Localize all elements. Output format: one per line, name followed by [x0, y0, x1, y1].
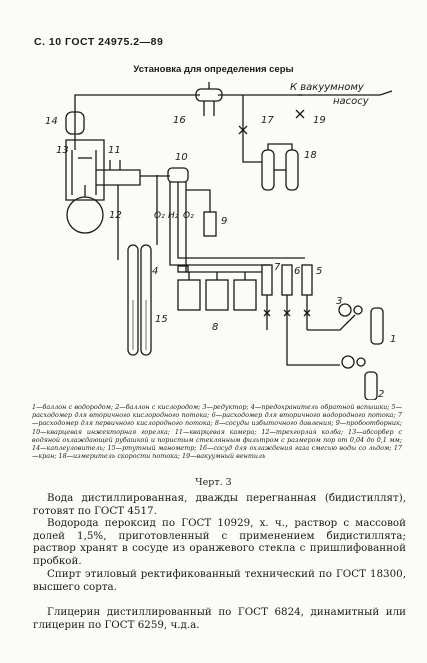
paragraph-glycerin: Глицерин дистиллированный по ГОСТ 6824, динамитный или глицерин по ГОСТ 6259, ч.д.а.: [33, 606, 406, 631]
absorber: [72, 150, 96, 195]
figure-label: Черт. 3: [195, 477, 232, 488]
pressure-vessel-b: [206, 280, 228, 310]
part-number-18: 18: [304, 150, 317, 161]
flowmeter-right: [286, 150, 298, 190]
hydrogen-cylinder: [371, 308, 383, 344]
part-number-4: 4: [152, 266, 159, 277]
figure-title: Установка для определения серы: [133, 64, 294, 75]
part-number-8: 8: [212, 322, 219, 333]
part-number-13: 13: [56, 145, 69, 156]
paragraph-peroxide: Водорода пероксид по ГОСТ 10929, х. ч., раствор с массовой долей 1,5%, приготовленный с применением бидистиллята; раствор хранят в сосуде из оранжевого стекла с пришлифованной пробкой.: [33, 517, 406, 567]
gas-label-o2-a: O₂: [154, 211, 165, 221]
flowmeter-5: [302, 265, 312, 295]
page-header: С. 10 ГОСТ 24975.2—89: [34, 36, 164, 48]
part-number-16: 16: [173, 115, 186, 126]
vacuum-label-2: насосу: [333, 96, 369, 107]
part-number-19: 19: [313, 115, 326, 126]
part-number-1: 1: [390, 334, 397, 345]
part-number-15: 15: [155, 314, 168, 325]
line-o2-b: [186, 250, 262, 272]
part-number-6: 6: [294, 266, 301, 277]
part-number-17: 17: [261, 115, 274, 126]
part-number-11: 11: [108, 145, 121, 156]
part-number-10: 10: [175, 152, 188, 163]
quartz-chamber: [96, 170, 140, 185]
flowmeter-left: [262, 150, 274, 190]
vacuum-valve-19: [296, 110, 304, 118]
part-number-2: 2: [378, 389, 385, 400]
flowmeter-7: [262, 265, 272, 295]
flowmeter-6: [282, 265, 292, 295]
reducer-2: [342, 356, 354, 368]
vacuum-label-1: К вакуумному: [290, 82, 364, 93]
part-number-14: 14: [45, 116, 58, 127]
pressure-vessel-a: [178, 280, 200, 310]
part-number-7: 7: [274, 262, 281, 273]
pressure-vessel-c: [234, 280, 256, 310]
sampler: [204, 212, 216, 236]
paragraph-ethanol: Спирт этиловый ректификованный технический по ГОСТ 18300, высшего сорта.: [33, 568, 406, 593]
burner: [168, 168, 188, 182]
figure-legend: 1—баллон с водородом; 2—баллон с кислородом; 3—редуктор; 4—предохранитель обратной вспышки; 5—расходомер для вторичного кислородного потока; 6—расходомер для вторичного водородного потока; 7—расходомер для первичного кислородного потока; 8—сосуды избыточного давления; 9—пробоотборник; 10—кварцевая инжекторная горелка; 11—кварцевая камера; 12—трехгорлая колба; 13—абсорбер с водяной охлаждающей рубашкой и пористым стеклянным фильтром с размером пор от 0,04 до 0,1 мм; 14—каплеуловитель; 15—ртутный манометр; 16—сосуд для охлаждения газа смесью воды со льдом; 17—кран; 18—измеритель скорости потока; 19—вакуумный вентиль: [32, 403, 402, 461]
line-o2-a: [178, 250, 305, 258]
part-number-5: 5: [316, 266, 323, 277]
three-neck-flask: [67, 197, 103, 233]
line-to-flowmeter: [243, 95, 262, 162]
gas-label-h2: H₂: [168, 211, 179, 221]
oxygen-cylinder: [365, 372, 377, 400]
part-number-12: 12: [109, 210, 122, 221]
part-number-9: 9: [221, 216, 228, 227]
gas-label-o2-b: O₂: [183, 211, 194, 221]
part-number-3: 3: [336, 296, 343, 307]
paragraph-water: Вода дистиллированная, дважды перегнанная (бидистиллят), готовят по ГОСТ 4517.: [33, 492, 406, 517]
